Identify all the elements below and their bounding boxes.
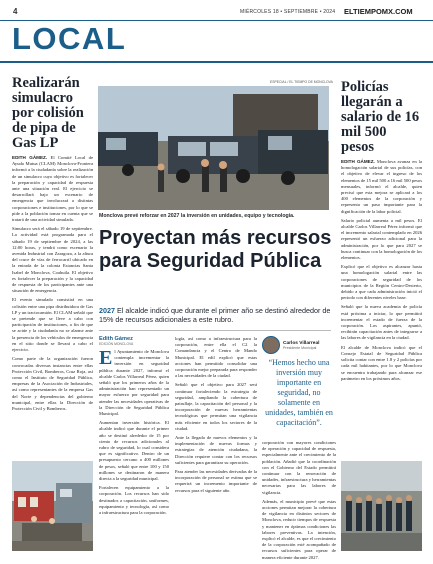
right-headline: Policías llegarán a salario de 16 mil 500 pesos <box>341 79 420 155</box>
photo-credit: ESPECIAL / EL TIEMPO DE MONCLOVA <box>270 80 333 84</box>
right-paragraph-3: Explicó que el objetivo es alcanzar hasta una homologación salarial entre las corporaciones de seguridad de los municipios de la Región Centro-Desierto, debido a que cada administración inició el periodo con diferentes niveles base. <box>341 264 422 301</box>
left-paragraph-1: El Comité Local de Ayuda Mutua (CLAM) Monclova-Frontera informó a la ciudadanía sobre la realización de un simulacro cuyo objetivo es fortalecer la preparación y capacidad de respuesta ante una situación real. El ejercicio se desarrollará bajo un escenario de emergencia que involucrará a distintas corporaciones e instituciones, por lo que se pide a la población tomar en cuenta que se tratará de una actividad simulada. <box>12 155 93 223</box>
left-byline: EDITH GÁMEZ. <box>12 155 48 160</box>
main-col3-paragraph-2: Además, el municipio prevé que estas acciones permitan mejorar la cobertura de vigilancia en distintos sectores de Monclova, reducir tiempos de respuesta y mantener en óptimas condiciones las labores preventivas. La intención, explicó el alcalde, es que el crecimiento de la corporación esté acompañado de recursos suficientes para operar de manera eficiente durante 2027. <box>262 498 336 560</box>
left-body <box>12 155 93 412</box>
center-photo <box>98 86 329 210</box>
left-paragraph-4: Como parte de la organización fueron convocadas diversas instancias entre ellas Protección Civil, Bomberos, Cruz Roja, así como el Instituto de Seguridad Pública, empresas de la Asociación de Industriales, así como representantes de la empresa Gas del Norte y dependencias del gobierno municipal, entre ellas la Dirección de Protección Civil y Bomberos. <box>12 356 93 411</box>
left-paragraph-2: Simulacro será el sábado 19 de septiembre. La actividad está programada para el sábado 19 de septiembre de 2024, a las 12:00 horas, y tendrá como escenario la avenida Industrial con Zaragoza, a la altura del cruce de vías de ferrocarril ubicado en la entrada de la colonia Estancias Santa Isabel de Monclova, Coahuila. El objetivo es fortalecer la preparación y la capacidad de respuesta de los participantes ante una situación de emergencia. <box>12 226 93 294</box>
right-paragraph-5: El alcalde de Monclova indicó que el Consejo Estatal de Seguridad Pública solicita contar con entre 1.8 y 2 policías por cada mil habitantes, por lo que Monclova se encuentra trabajando para alcanzar ese parámetro en los próximos años. <box>341 344 422 381</box>
main-deck <box>99 306 331 324</box>
right-story <box>341 80 422 385</box>
right-paragraph-2: Salario policial aumenta a mil pesos. El alcalde Carlos Villarreal Pérez informó que el incremento salarial contemplado en 2026 representó un esfuerzo adicional para la administración, por lo que para 2027 se busca continuar con la homologación de los elementos. <box>341 217 422 261</box>
main-col2-paragraph-3: Ante la llegada de nuevos elementos y la implementación de nuevas formas y estrategias de atención ciudadana, la Dirección requiere contar con los recursos suficientes para garantizar su operación. <box>175 435 257 465</box>
main-col2-paragraph-4: Para atender las necesidades derivadas de la incorporación de personal se estima que se requerirá un incremento importante de recursos para el siguiente año. <box>175 469 257 493</box>
main-column-2 <box>175 336 257 497</box>
section-title: LOCAL <box>12 21 127 56</box>
main-col3-paragraph-1: corporación con mayores condiciones de operación y capacidad de respuesta, especialmente ante el crecimiento de la población. Añadió que la coordinación con el Gobierno del Estado permitirá continuar con la renovación de unidades, infraestructura y herramientas necesarias para las labores de vigilancia. <box>262 440 336 495</box>
left-photo <box>12 461 93 551</box>
deck-text: El alcalde indicó que durante el primer año se destinó alrededor de 15% de recursos adicionales a este rubro. <box>99 306 331 324</box>
left-headline: Realizarán simulacro por colisión de pipa de Gas LP <box>12 75 84 151</box>
main-col1-paragraph-2: Aumentan inversión histórica. El alcalde indicó que durante el primer año se destinó alrededor de 15 por ciento de recursos adicionales al rubro de seguridad, lo cual considera que es significativo. Dentro de un presupuesto cercano a 400 millones de pesos, señaló que entre 100 y 150 millones se destinaron de manera directa a la seguridad municipal. <box>99 420 169 482</box>
main-col2-paragraph-1: logía, así como a infraestructura para la corporación, entre ella el C2 la Comandancia y el Centro de Mando Municipal. El edil explicó que estas acciones han permitido consolidar una corporación mejor preparada para responder a las necesidades de la ciudad. <box>175 336 257 379</box>
main-headline: Proyectan más recursos para Seguridad Pública <box>99 227 332 272</box>
deck-rule <box>99 330 331 331</box>
main-byline: Edith Gámez <box>99 336 133 342</box>
left-paragraph-3: El evento simulado consistirá en una colisión entre una pipa distribuidora de Gas LP y un tractocamión. El CLAM señaló que se pretende que se lleve a cabo con participación de instituciones, a fin de que se actúe y la ciudadanía no se alarme ante la presencia de los vehículos de emergencia en el sitio donde se llevará a cabo el ejercicio. <box>12 297 93 353</box>
right-byline: EDITH GÁMEZ. <box>341 159 375 164</box>
main-byline-sub: EDICIÓN MONCLOVA <box>99 342 134 346</box>
right-paragraph-1: Monclova avanza en la homologación salarial de sus policías, con el objetivo de elevar el ingreso de los elementos de 15 mil 500 a 16 mil 500 pesos mensuales, informó el alcalde, quien precisó que esta mejora se aplicará a los 400 elementos de la corporación y representa un paso importante para la dignificación de la labor policial. <box>341 159 422 214</box>
date-line: MIÉRCOLES 18 • SEPTIEMBRE • 2024 <box>240 9 336 15</box>
main-col1-paragraph-3: Fortalecen equipamiento a la corporación. Los recursos han sido destinados a capacitación, uniformes, equipamiento y tecnología, así como a infraestructura para la corporación. <box>99 485 169 516</box>
quote-name: Carlos Villarreal <box>283 340 320 346</box>
right-body <box>341 159 422 382</box>
quote-block <box>262 336 336 428</box>
right-paragraph-4: Señaló que la nueva academia de policía está próxima a iniciar, lo que permitirá incrementar el estado de fuerza de la corporación. Los aspirantes, apuntó, recibirán capacitación antes de integrarse a las labores de vigilancia en la ciudad. <box>341 304 422 341</box>
site-name[interactable]: ELTIEMPOMX.COM <box>344 7 413 16</box>
main-column-1 <box>99 336 169 519</box>
quote-title: Presidente Municipal <box>283 345 317 350</box>
main-column-3 <box>262 440 336 564</box>
left-story <box>12 76 93 415</box>
drop-cap: E <box>99 347 113 369</box>
deck-year: 2027 <box>99 306 115 315</box>
main-col1-paragraph-1: l Ayuntamiento de Monclova contempla incrementar la inversión en seguridad pública durante 2027, informó el alcalde Carlos Villarreal Pérez, quien señaló que los primeros años de la administración han representado un mayor esfuerzo por seguridad para atender las necesidades operativas de la Dirección de Seguridad Pública Municipal. <box>99 349 169 417</box>
section-rule <box>0 61 433 63</box>
page-number: 4 <box>13 7 18 16</box>
quote-text: “Hemos hecho una inversión muy importante en seguridad, no solamente en unidades, también en capacitación”. <box>265 358 333 427</box>
photo-caption: Monclova prevé reforzar en 2027 la inversión en unidades, equipo y tecnología. <box>99 213 295 219</box>
right-photo <box>341 461 422 551</box>
main-col2-paragraph-2: Señaló que el objetivo para 2027 será continuar fortaleciendo la estrategia de seguridad, ampliando la cobertura de patrullaje, la capacitación del personal y la incorporación de nuevas herramientas tecnológicas que permitan una vigilancia más eficiente en todos los sectores de la ciudad. <box>175 382 257 431</box>
quote-avatar <box>262 336 280 354</box>
